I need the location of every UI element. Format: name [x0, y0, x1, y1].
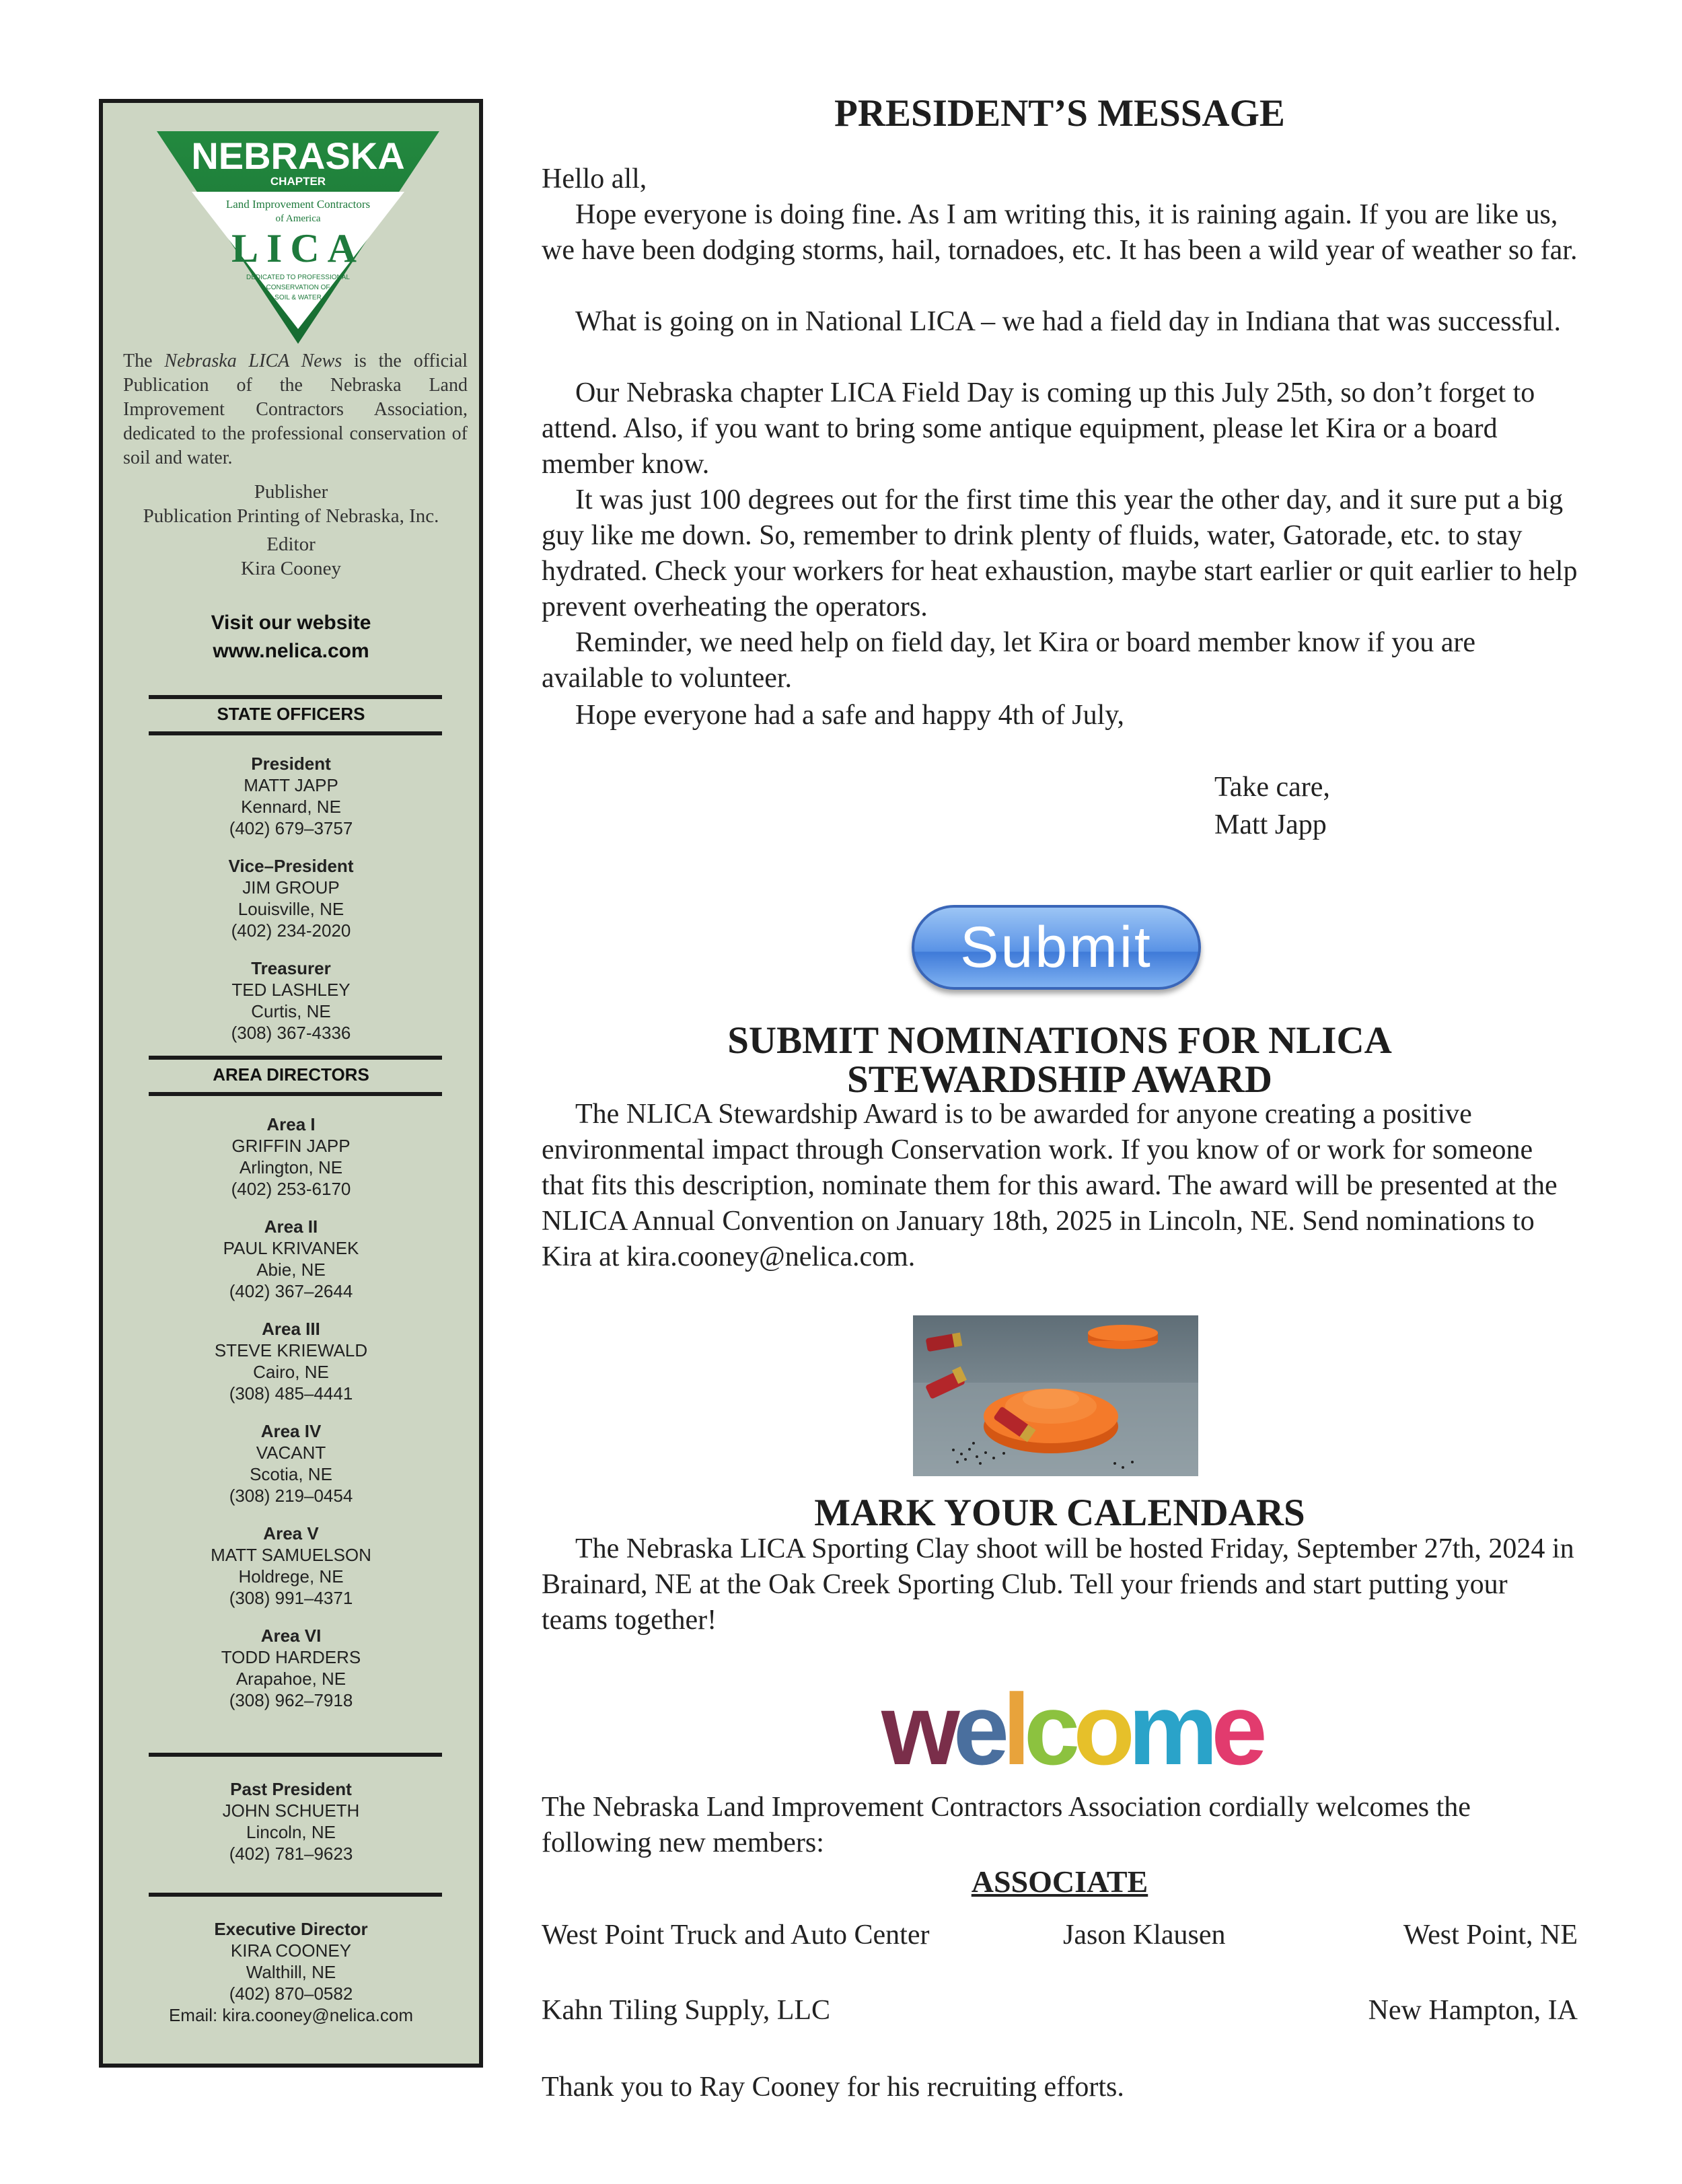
officer-role: Vice–President — [228, 856, 354, 876]
nominations-body: The NLICA Stewardship Award is to be awarded for anyone creating a positive environmental impact through Conservation work. If you know of or work for someone that fits this description, nominate them for this award. The award will be presented at the NLICA Annual Convention on January 18th, 2025 in Lincoln, NE. Send nominations to Kira at kira.cooney@nelica.com. — [542, 1099, 1558, 1272]
officer-block — [103, 957, 479, 1044]
officer-phone: (308) 962–7918 — [229, 1690, 353, 1710]
editor-label: Editor — [266, 534, 316, 555]
thanks-note: Thank you to Ray Cooney for his recruiting efforts. — [542, 2072, 1124, 2103]
welcome-intro: The Nebraska Land Improvement Contractors Association cordially welcomes the following new members: — [542, 1792, 1471, 1858]
officer-name: MATT SAMUELSON — [211, 1545, 371, 1565]
publisher-name: Publication Printing of Nebraska, Inc. — [143, 505, 439, 527]
svg-text:NEBRASKA: NEBRASKA — [191, 135, 405, 177]
officer-role: Area V — [263, 1523, 319, 1543]
welcome-letter: o — [1073, 1673, 1128, 1786]
executive-director-block: Executive Director KIRA COONEY Walthill, NE (402) 870–0582 Email: kira.cooney@nelica.com — [103, 1918, 479, 2026]
svg-text:Land Improvement Contractors: Land Improvement Contractors — [225, 198, 371, 211]
nominations-title-line1: SUBMIT NOMINATIONS FOR NLICA — [727, 1019, 1392, 1062]
officer-city: Scotia, NE — [250, 1464, 332, 1484]
officer-block — [103, 1625, 479, 1711]
svg-text:of America: of America — [275, 213, 321, 224]
officer-role: Area IV — [260, 1421, 322, 1441]
officer-phone: (308) 485–4441 — [229, 1383, 353, 1404]
president-p3: Our Nebraska chapter LICA Field Day is coming up this July 25th, so don’t forget to attend. Also, if you want to bring some antique equipment, please let Kira or a board member know. — [542, 377, 1535, 480]
officer-role: Area VI — [260, 1626, 322, 1646]
officer-name: TODD HARDERS — [221, 1647, 361, 1667]
welcome-letter: e — [953, 1673, 1003, 1786]
officer-name: GRIFFIN JAPP — [231, 1136, 351, 1156]
welcome-letter: w — [881, 1673, 953, 1786]
officer-name: JIM GROUP — [242, 877, 340, 898]
signature: Matt Japp — [1214, 809, 1327, 840]
divider — [149, 731, 442, 735]
officer-block — [103, 1420, 479, 1506]
greeting: Hello all, — [542, 163, 647, 194]
officer-block — [103, 1114, 479, 1200]
officer-phone: (402) 679–3757 — [229, 818, 353, 838]
officer-name: MATT JAPP — [244, 775, 338, 795]
president-p4: It was just 100 degrees out for the first time this year the other day, and it sure put a big guy like me down. So, remember to drink plenty of fluids, water, Gatorade, etc. to stay hydrated. Check your workers for heat exhaustion, maybe start earlier or quit earlier to help prevent overheating the operators. — [542, 484, 1578, 622]
officer-role: Area II — [264, 1216, 318, 1237]
president-p6: Hope everyone had a safe and happy 4th of July, — [575, 700, 1125, 731]
welcome-letter: e — [1211, 1673, 1261, 1786]
masthead-intro: The Nebraska LICA News is the official Publication of the Nebraska Land Improvement Contractors Association, dedicated to the professional conservation of soil and water. — [123, 351, 468, 468]
officer-phone: (402) 234-2020 — [231, 920, 351, 941]
website-block — [103, 609, 479, 665]
past-president-block: Past President JOHN SCHUETH Lincoln, NE (402) 781–9623 — [222, 1779, 360, 1864]
divider — [149, 1092, 442, 1096]
officer-city: Holdrege, NE — [238, 1566, 344, 1587]
officer-city: Cairo, NE — [253, 1362, 329, 1382]
nominations-title-line2: STEWARDSHIP AWARD — [847, 1058, 1272, 1101]
president-p5: Reminder, we need help on field day, let Kira or board member know if you are available to volunteer. — [542, 627, 1475, 694]
officer-phone: (402) 367–2644 — [229, 1281, 353, 1301]
associate-heading: ASSOCIATE — [971, 1864, 1148, 1899]
officer-city: Kennard, NE — [241, 797, 341, 817]
presidents-message-title: PRESIDENT’S MESSAGE — [834, 92, 1285, 135]
officer-name: VACANT — [256, 1443, 326, 1463]
officer-block — [103, 753, 479, 839]
svg-text:SOIL & WATER: SOIL & WATER — [275, 294, 322, 301]
officer-name: TED LASHLEY — [231, 980, 351, 1000]
executive-director-email[interactable]: Email: kira.cooney@nelica.com — [168, 2005, 414, 2025]
welcome-letter: c — [1023, 1673, 1074, 1786]
officer-city: Louisville, NE — [237, 899, 344, 919]
svg-text:CHAPTER: CHAPTER — [270, 175, 326, 188]
officer-phone: (308) 367-4336 — [231, 1023, 351, 1043]
submit-button[interactable]: Submit — [912, 905, 1201, 990]
officer-phone: (308) 219–0454 — [229, 1486, 353, 1506]
officer-role: Treasurer — [251, 958, 331, 978]
officer-block — [103, 1216, 479, 1302]
divider — [149, 1893, 442, 1897]
president-p1: Hope everyone is doing fine. As I am writing this, it is raining again. If you are like us, we have been dodging storms, hail, tornadoes, etc. It has been a wild year of weather so far. — [542, 199, 1578, 266]
divider — [149, 695, 442, 699]
officer-block — [103, 1523, 479, 1609]
officer-block — [103, 1318, 479, 1404]
calendars-body: The Nebraska LICA Sporting Clay shoot will be hosted Friday, September 27th, 2024 in Brainard, NE at the Oak Creek Sporting Club. Tell your friends and start putting your teams together! — [542, 1533, 1574, 1636]
divider — [149, 1056, 442, 1060]
president-p2: What is going on in National LICA – we had a field day in Indiana that was successful. — [575, 306, 1561, 337]
state-officers-heading: STATE OFFICERS — [217, 704, 365, 724]
calendars-title: MARK YOUR CALENDARS — [814, 1492, 1305, 1534]
svg-text:CONSERVATION OF: CONSERVATION OF — [266, 284, 330, 291]
officer-name: STEVE KRIEWALD — [214, 1340, 368, 1360]
officer-role: President — [251, 754, 331, 774]
svg-text:DEDICATED TO PROFESSIONAL: DEDICATED TO PROFESSIONAL — [246, 274, 350, 281]
officer-city: Arlington, NE — [239, 1157, 343, 1177]
officer-role: Area III — [262, 1319, 320, 1339]
officer-city: Arapahoe, NE — [235, 1669, 346, 1689]
masthead-sidebar — [99, 99, 483, 2068]
website-label: Visit our website — [211, 612, 371, 634]
divider — [149, 1753, 442, 1757]
website-link[interactable]: www.nelica.com — [213, 640, 369, 662]
officer-name: PAUL KRIVANEK — [223, 1238, 359, 1258]
officer-city: Abie, NE — [256, 1260, 326, 1280]
area-directors-heading: AREA DIRECTORS — [213, 1064, 369, 1085]
officer-phone: (402) 253-6170 — [231, 1179, 351, 1199]
officer-phone: (308) 991–4371 — [229, 1588, 353, 1608]
welcome-letter: m — [1128, 1673, 1212, 1786]
officer-city: Curtis, NE — [251, 1001, 331, 1021]
welcome-graphic — [881, 1673, 1261, 1786]
clay-targets-photo — [913, 1315, 1198, 1476]
welcome-letter: l — [1002, 1673, 1024, 1786]
svg-text:LICA: LICA — [231, 226, 365, 270]
officer-block — [103, 855, 479, 941]
officer-role: Area I — [266, 1114, 316, 1134]
publisher-label: Publisher — [254, 481, 328, 503]
closing: Take care, — [1214, 772, 1330, 803]
nebraska-lica-logo — [150, 127, 446, 349]
editor-name: Kira Cooney — [241, 558, 341, 579]
